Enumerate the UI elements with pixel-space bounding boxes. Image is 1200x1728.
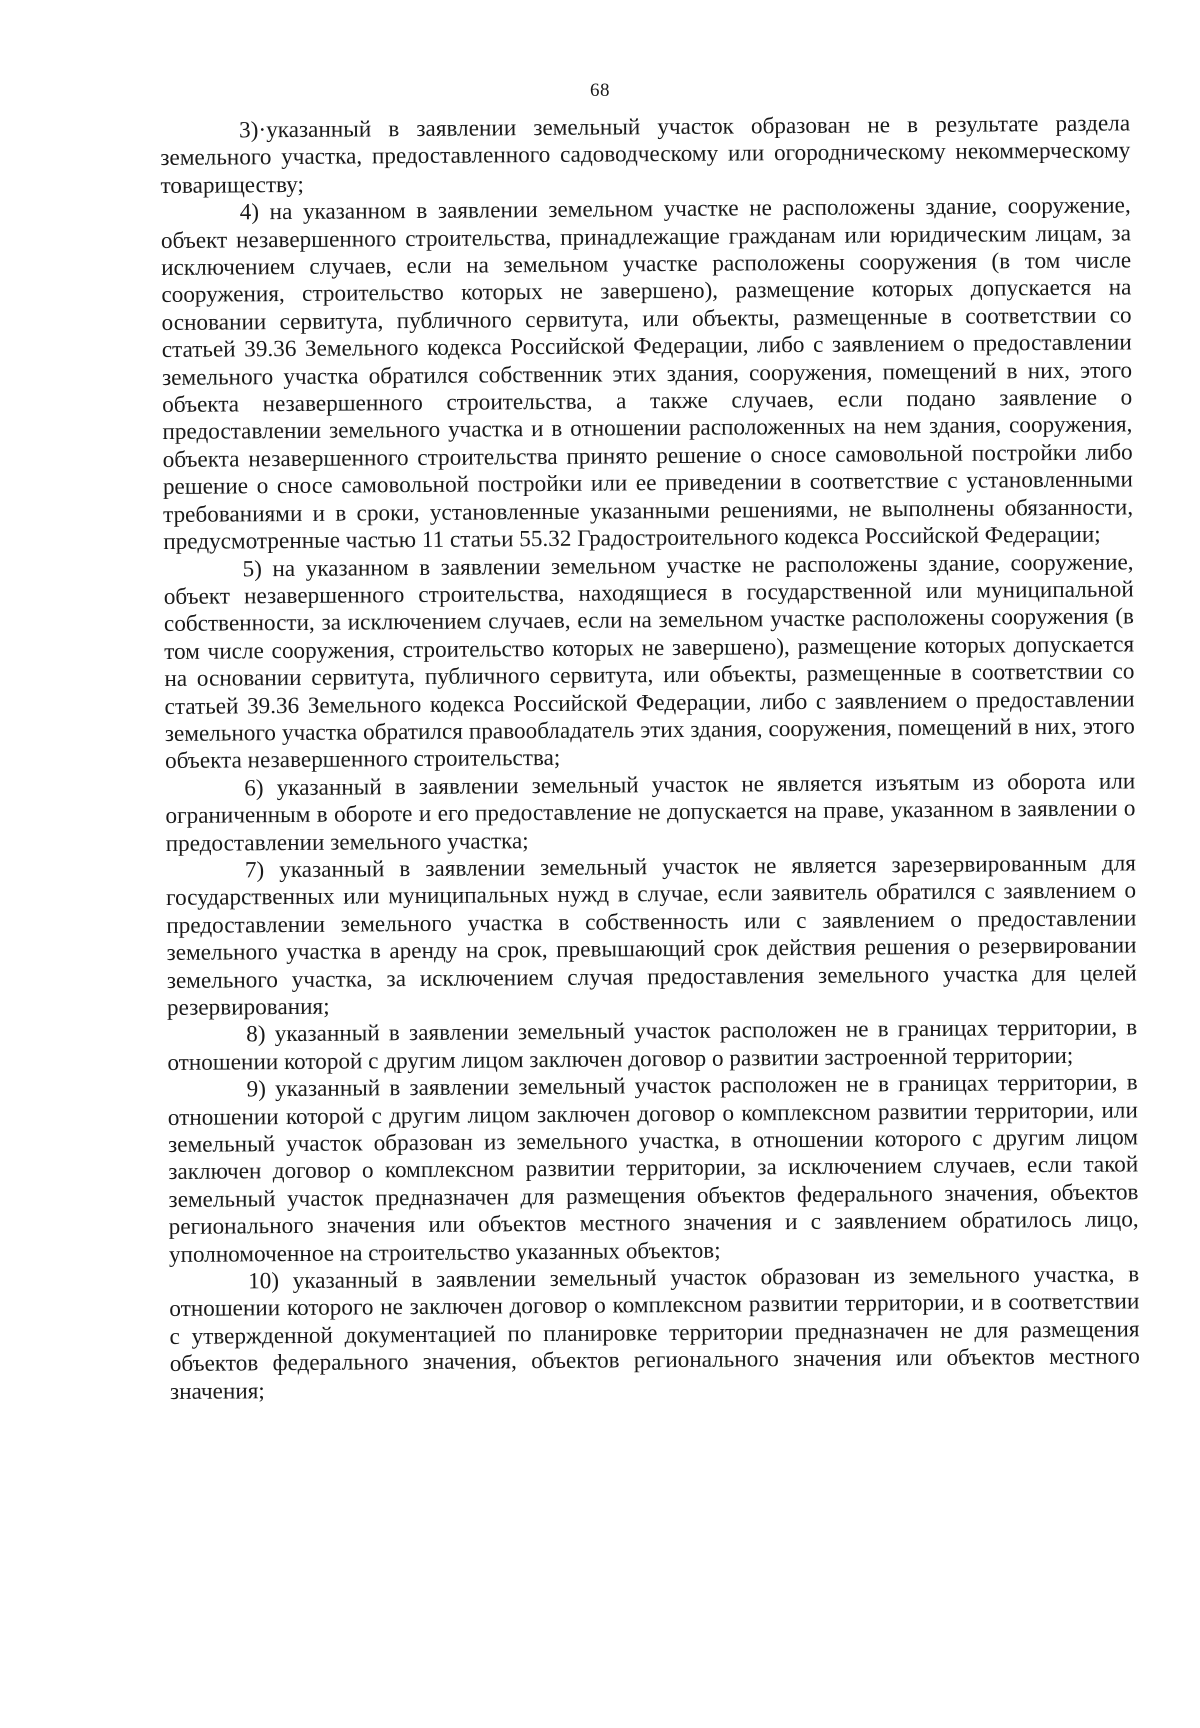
paragraph-item-8: 8) указанный в заявлении земельный участок расположен не в границах территории, в отношении которой с другим лицом заключен договор о развитии застроенной территории; — [167, 1014, 1138, 1076]
paragraph-item-4: 4) на указанном в заявлении земельном участке не расположены здание, сооружение, объект незавершенного строительства, принадлежащие гражданам или юридическим лицам, за исключением случаев, если на земельном участке расположены сооружения (в том числе сооружения, строительство которых не завершено), размещение которых допускается на основании сервитута, публичного сервитута, или объекты, размещенные в соответствии со статьей 39.36 Земельного кодекса Российской Федерации, либо с заявлением о предоставлении земельного участка обратился собственник этих здания, сооружения, помещений в них, этого объекта незавершенного строительства, а также случаев, если подано заявление о предоставлении земельного участка и в отношении расположенных на нем здания, сооружения, объекта незавершенного строительства принято решение о сносе самовольной постройки либо решение о сносе самовольной постройки или ее приведении в соответствие с установленными требованиями и в сроки, установленные указанными решениями, не выполнены обязанности, предусмотренные частью 11 статьи 55.32 Градостроительного кодекса Российской Федерации; — [160, 192, 1134, 556]
paragraph-item-3: 3)·указанный в заявлении земельный участок образован не в результате раздела земельного участка, предоставленного садоводческому или огородническому некоммерческому товариществу; — [160, 110, 1131, 199]
paragraph-item-6: 6) указанный в заявлении земельный участок не является изъятым из оборота или ограниченным в обороте и его предоставление не допускается на праве, указанном в заявлении о предоставлении земельного участка; — [165, 768, 1136, 857]
paragraph-item-5: 5) на указанном в заявлении земельном участке не расположены здание, сооружение, объект незавершенного строительства, находящиеся в государственной или муниципальной собственности, за исключением случаев, если на земельном участке расположены сооружения (в том числе сооружения, строительство которых не завершено), размещение которых допускается на основании сервитута, публичного сервитута, или объекты, размещенные в соответствии со статьей 39.36 Земельного кодекса Российской Федерации, либо с заявлением о предоставлении земельного участка обратился правообладатель этих здания, сооружения, помещений в них, этого объекта незавершенного строительства; — [163, 548, 1135, 775]
paragraph-item-7: 7) указанный в заявлении земельный участок не является зарезервированным для государственных или муниципальных нужд в случае, если заявитель обратился с заявлением о предоставлении земельного участка в собственность или с заявлением о предоставлении земельного участка в аренду на срок, превышающий срок действия решения о резервировании земельного участка, за исключением случая предоставления земельного участка для целей резервирования; — [166, 850, 1137, 1021]
document-body — [160, 110, 1140, 1406]
paragraph-item-10: 10) указанный в заявлении земельный участок образован из земельного участка, в отношении которого не заключен договор о комплексном развитии территории, и в соответствии с утвержденной документацией по планировке территории предназначен не для размещения объектов федерального значения, объектов регионального значения или объектов местного значения; — [169, 1261, 1140, 1405]
page-number: 68 — [590, 80, 610, 101]
paragraph-item-9: 9) указанный в заявлении земельный участок расположен не в границах территории, в отношении которой с другим лицом заключен договор о комплексном развитии территории, или земельный участок образован из земельного участка, в отношении которого с другим лицом заключен договор о комплексном развитии территории, за исключением случаев, если такой земельный участок предназначен для размещения объектов федерального значения, объектов регионального значения или объектов местного значения и с заявлением обратилось лицо, уполномоченное на строительство указанных объектов; — [167, 1069, 1139, 1268]
